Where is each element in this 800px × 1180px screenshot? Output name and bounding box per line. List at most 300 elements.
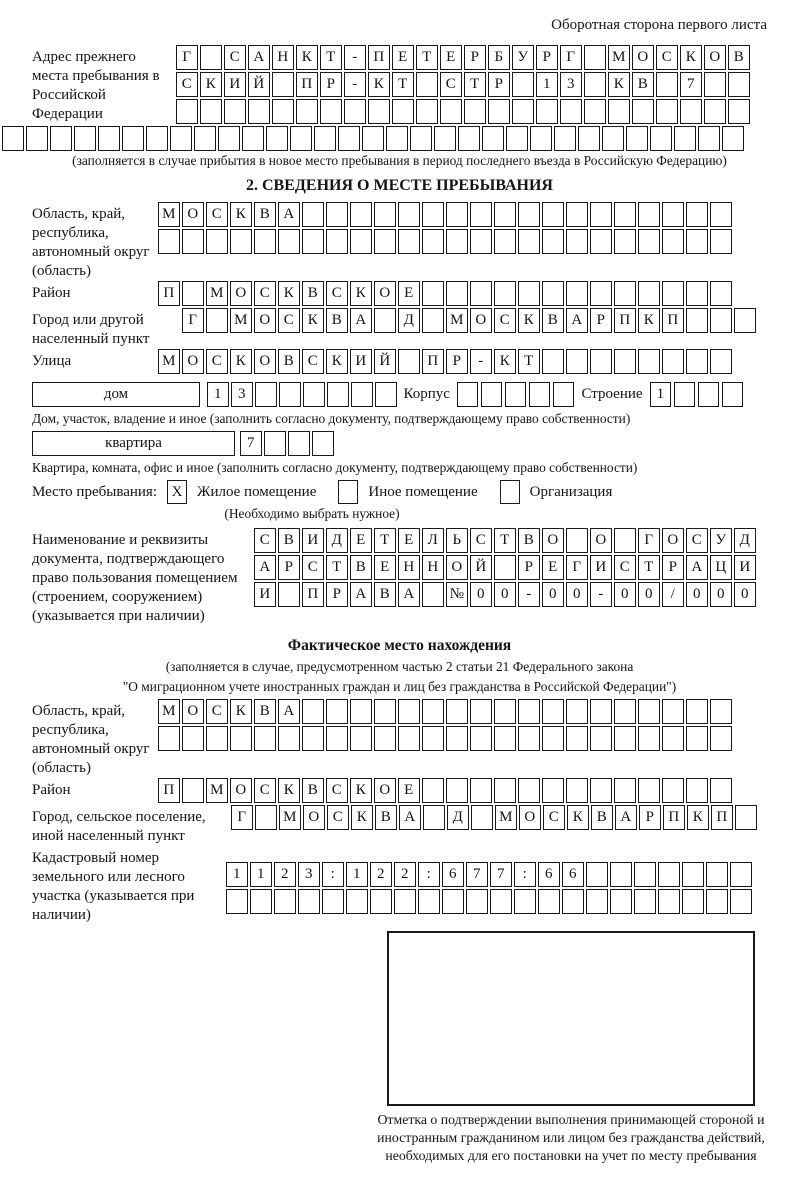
char-box[interactable] bbox=[494, 726, 516, 751]
char-box[interactable] bbox=[200, 45, 222, 70]
char-box[interactable] bbox=[710, 281, 732, 306]
char-box[interactable] bbox=[706, 862, 728, 887]
char-box[interactable]: У bbox=[710, 528, 732, 553]
char-box[interactable] bbox=[686, 726, 708, 751]
char-box[interactable]: М bbox=[279, 805, 301, 830]
char-box[interactable] bbox=[542, 699, 564, 724]
char-box[interactable]: Т bbox=[320, 45, 342, 70]
char-box[interactable] bbox=[466, 889, 488, 914]
char-box[interactable] bbox=[542, 229, 564, 254]
char-box[interactable] bbox=[590, 202, 612, 227]
char-box[interactable]: К bbox=[687, 805, 709, 830]
char-box[interactable]: 2 bbox=[274, 862, 296, 887]
char-box[interactable] bbox=[398, 726, 420, 751]
char-box[interactable] bbox=[590, 229, 612, 254]
char-box[interactable] bbox=[554, 126, 576, 151]
char-box[interactable]: Й bbox=[374, 349, 396, 374]
char-box[interactable] bbox=[374, 699, 396, 724]
char-box[interactable]: К bbox=[608, 72, 630, 97]
char-box[interactable] bbox=[278, 726, 300, 751]
char-box[interactable]: М bbox=[158, 202, 180, 227]
char-box[interactable]: С bbox=[206, 699, 228, 724]
char-box[interactable]: С bbox=[686, 528, 708, 553]
char-box[interactable]: Й bbox=[470, 555, 492, 580]
char-box[interactable]: Р bbox=[446, 349, 468, 374]
char-box[interactable] bbox=[288, 431, 310, 456]
char-box[interactable] bbox=[327, 382, 349, 407]
char-box[interactable]: 1 bbox=[207, 382, 229, 407]
char-box[interactable]: 7 bbox=[466, 862, 488, 887]
char-box[interactable] bbox=[182, 726, 204, 751]
char-box[interactable] bbox=[206, 726, 228, 751]
char-box[interactable] bbox=[562, 889, 584, 914]
char-box[interactable] bbox=[494, 699, 516, 724]
char-box[interactable] bbox=[590, 699, 612, 724]
char-box[interactable] bbox=[470, 281, 492, 306]
char-box[interactable] bbox=[662, 281, 684, 306]
char-box[interactable]: Р bbox=[518, 555, 540, 580]
char-box[interactable]: А bbox=[350, 582, 372, 607]
char-box[interactable]: С bbox=[302, 555, 324, 580]
char-box[interactable] bbox=[614, 281, 636, 306]
char-box[interactable] bbox=[530, 126, 552, 151]
char-box[interactable]: М bbox=[206, 281, 228, 306]
char-box[interactable] bbox=[662, 699, 684, 724]
char-box[interactable]: А bbox=[686, 555, 708, 580]
char-box[interactable]: К bbox=[230, 349, 252, 374]
char-box[interactable]: П bbox=[368, 45, 390, 70]
char-box[interactable]: 6 bbox=[562, 862, 584, 887]
char-box[interactable] bbox=[182, 778, 204, 803]
char-box[interactable] bbox=[698, 382, 720, 407]
char-box[interactable] bbox=[560, 99, 582, 124]
char-box[interactable]: 0 bbox=[710, 582, 732, 607]
char-box[interactable] bbox=[422, 308, 444, 333]
char-box[interactable] bbox=[422, 726, 444, 751]
char-box[interactable]: 0 bbox=[734, 582, 756, 607]
char-box[interactable] bbox=[584, 45, 606, 70]
char-box[interactable] bbox=[542, 281, 564, 306]
residential-checkbox[interactable]: X bbox=[167, 480, 187, 504]
char-box[interactable]: Е bbox=[398, 778, 420, 803]
char-box[interactable] bbox=[566, 281, 588, 306]
char-box[interactable]: : bbox=[418, 862, 440, 887]
char-box[interactable]: О bbox=[662, 528, 684, 553]
char-box[interactable]: К bbox=[567, 805, 589, 830]
char-box[interactable] bbox=[698, 126, 720, 151]
char-box[interactable] bbox=[422, 229, 444, 254]
char-box[interactable] bbox=[566, 229, 588, 254]
char-box[interactable] bbox=[296, 99, 318, 124]
char-box[interactable]: С bbox=[327, 805, 349, 830]
char-box[interactable]: А bbox=[248, 45, 270, 70]
char-box[interactable]: 3 bbox=[231, 382, 253, 407]
char-box[interactable] bbox=[686, 778, 708, 803]
char-box[interactable]: 1 bbox=[650, 382, 672, 407]
char-box[interactable]: 6 bbox=[538, 862, 560, 887]
char-box[interactable] bbox=[370, 889, 392, 914]
char-box[interactable] bbox=[506, 126, 528, 151]
char-box[interactable] bbox=[674, 382, 696, 407]
char-box[interactable]: - bbox=[470, 349, 492, 374]
char-box[interactable] bbox=[614, 528, 636, 553]
char-box[interactable]: О bbox=[374, 281, 396, 306]
char-box[interactable]: Р bbox=[662, 555, 684, 580]
char-box[interactable]: Р bbox=[488, 72, 510, 97]
char-box[interactable] bbox=[488, 99, 510, 124]
char-box[interactable] bbox=[374, 202, 396, 227]
char-box[interactable] bbox=[730, 889, 752, 914]
char-box[interactable]: С bbox=[254, 528, 276, 553]
char-box[interactable] bbox=[614, 726, 636, 751]
char-box[interactable]: Н bbox=[398, 555, 420, 580]
char-box[interactable] bbox=[494, 202, 516, 227]
char-box[interactable] bbox=[662, 778, 684, 803]
char-box[interactable] bbox=[722, 382, 744, 407]
char-box[interactable] bbox=[614, 202, 636, 227]
char-box[interactable] bbox=[638, 778, 660, 803]
char-box[interactable] bbox=[512, 72, 534, 97]
char-box[interactable]: М bbox=[446, 308, 468, 333]
char-box[interactable]: И bbox=[590, 555, 612, 580]
char-box[interactable] bbox=[542, 726, 564, 751]
char-box[interactable]: К bbox=[518, 308, 540, 333]
char-box[interactable]: Т bbox=[326, 555, 348, 580]
char-box[interactable] bbox=[290, 126, 312, 151]
char-box[interactable]: Т bbox=[494, 528, 516, 553]
char-box[interactable] bbox=[422, 778, 444, 803]
char-box[interactable] bbox=[398, 202, 420, 227]
char-box[interactable] bbox=[710, 349, 732, 374]
char-box[interactable] bbox=[272, 72, 294, 97]
char-box[interactable] bbox=[226, 889, 248, 914]
char-box[interactable]: А bbox=[278, 202, 300, 227]
char-box[interactable]: В bbox=[254, 202, 276, 227]
char-box[interactable]: С bbox=[494, 308, 516, 333]
char-box[interactable] bbox=[230, 229, 252, 254]
char-box[interactable] bbox=[614, 699, 636, 724]
char-box[interactable]: Т bbox=[518, 349, 540, 374]
char-box[interactable] bbox=[194, 126, 216, 151]
char-box[interactable]: Ь bbox=[446, 528, 468, 553]
char-box[interactable] bbox=[446, 726, 468, 751]
char-box[interactable]: В bbox=[278, 349, 300, 374]
char-box[interactable] bbox=[638, 699, 660, 724]
char-box[interactable] bbox=[710, 699, 732, 724]
char-box[interactable]: Е bbox=[398, 528, 420, 553]
char-box[interactable]: Р bbox=[536, 45, 558, 70]
char-box[interactable]: В bbox=[375, 805, 397, 830]
char-box[interactable]: Р bbox=[278, 555, 300, 580]
char-box[interactable]: В bbox=[518, 528, 540, 553]
char-box[interactable]: Г bbox=[566, 555, 588, 580]
char-box[interactable]: 1 bbox=[346, 862, 368, 887]
char-box[interactable] bbox=[638, 349, 660, 374]
char-box[interactable] bbox=[638, 202, 660, 227]
char-box[interactable] bbox=[303, 382, 325, 407]
char-box[interactable] bbox=[734, 308, 756, 333]
char-box[interactable]: Д bbox=[734, 528, 756, 553]
char-box[interactable]: 2 bbox=[394, 862, 416, 887]
char-box[interactable]: П bbox=[302, 582, 324, 607]
char-box[interactable]: - bbox=[590, 582, 612, 607]
char-box[interactable]: М bbox=[206, 778, 228, 803]
char-box[interactable]: О bbox=[542, 528, 564, 553]
char-box[interactable]: В bbox=[728, 45, 750, 70]
char-box[interactable] bbox=[590, 778, 612, 803]
char-box[interactable]: К bbox=[638, 308, 660, 333]
char-box[interactable] bbox=[482, 126, 504, 151]
char-box[interactable]: А bbox=[615, 805, 637, 830]
char-box[interactable] bbox=[362, 126, 384, 151]
char-box[interactable]: В bbox=[350, 555, 372, 580]
char-box[interactable]: - bbox=[344, 45, 366, 70]
char-box[interactable]: С bbox=[656, 45, 678, 70]
char-box[interactable] bbox=[374, 308, 396, 333]
char-box[interactable] bbox=[529, 382, 551, 407]
char-box[interactable]: П bbox=[296, 72, 318, 97]
char-box[interactable] bbox=[394, 889, 416, 914]
char-box[interactable]: К bbox=[351, 805, 373, 830]
char-box[interactable] bbox=[422, 202, 444, 227]
char-box[interactable]: Н bbox=[422, 555, 444, 580]
char-box[interactable] bbox=[440, 99, 462, 124]
char-box[interactable] bbox=[302, 699, 324, 724]
char-box[interactable] bbox=[242, 126, 264, 151]
char-box[interactable]: М bbox=[495, 805, 517, 830]
char-box[interactable] bbox=[457, 382, 479, 407]
char-box[interactable]: А bbox=[254, 555, 276, 580]
char-box[interactable]: Г bbox=[182, 308, 204, 333]
char-box[interactable] bbox=[538, 889, 560, 914]
char-box[interactable]: В bbox=[374, 582, 396, 607]
char-box[interactable]: С bbox=[326, 281, 348, 306]
char-box[interactable]: Г bbox=[176, 45, 198, 70]
char-box[interactable]: О bbox=[470, 308, 492, 333]
char-box[interactable] bbox=[614, 229, 636, 254]
char-box[interactable] bbox=[351, 382, 373, 407]
char-box[interactable]: М bbox=[158, 699, 180, 724]
char-box[interactable]: Д bbox=[447, 805, 469, 830]
char-box[interactable]: С bbox=[470, 528, 492, 553]
char-box[interactable] bbox=[728, 99, 750, 124]
char-box[interactable]: М bbox=[608, 45, 630, 70]
char-box[interactable]: Р bbox=[326, 582, 348, 607]
char-box[interactable]: Р bbox=[320, 72, 342, 97]
char-box[interactable] bbox=[322, 889, 344, 914]
char-box[interactable] bbox=[398, 349, 420, 374]
char-box[interactable] bbox=[632, 99, 654, 124]
char-box[interactable]: О bbox=[182, 699, 204, 724]
char-box[interactable] bbox=[638, 229, 660, 254]
char-box[interactable] bbox=[494, 281, 516, 306]
char-box[interactable] bbox=[566, 699, 588, 724]
char-box[interactable] bbox=[686, 308, 708, 333]
char-box[interactable] bbox=[346, 889, 368, 914]
char-box[interactable]: М bbox=[230, 308, 252, 333]
char-box[interactable]: В bbox=[302, 778, 324, 803]
char-box[interactable] bbox=[656, 99, 678, 124]
char-box[interactable]: Е bbox=[542, 555, 564, 580]
char-box[interactable] bbox=[200, 99, 222, 124]
char-box[interactable] bbox=[398, 699, 420, 724]
char-box[interactable]: О bbox=[374, 778, 396, 803]
char-box[interactable] bbox=[735, 805, 757, 830]
char-box[interactable] bbox=[710, 202, 732, 227]
char-box[interactable]: В bbox=[302, 281, 324, 306]
char-box[interactable]: С bbox=[440, 72, 462, 97]
char-box[interactable] bbox=[182, 281, 204, 306]
char-box[interactable]: : bbox=[322, 862, 344, 887]
char-box[interactable]: В bbox=[326, 308, 348, 333]
char-box[interactable] bbox=[680, 99, 702, 124]
char-box[interactable]: С bbox=[614, 555, 636, 580]
char-box[interactable]: А bbox=[278, 699, 300, 724]
char-box[interactable] bbox=[686, 349, 708, 374]
char-box[interactable]: 0 bbox=[686, 582, 708, 607]
char-box[interactable] bbox=[710, 778, 732, 803]
char-box[interactable]: К bbox=[230, 699, 252, 724]
char-box[interactable]: О bbox=[303, 805, 325, 830]
char-box[interactable]: С bbox=[326, 778, 348, 803]
char-box[interactable] bbox=[704, 99, 726, 124]
char-box[interactable]: О bbox=[519, 805, 541, 830]
char-box[interactable] bbox=[26, 126, 48, 151]
char-box[interactable] bbox=[610, 862, 632, 887]
char-box[interactable] bbox=[634, 889, 656, 914]
char-box[interactable]: 3 bbox=[560, 72, 582, 97]
char-box[interactable]: В bbox=[591, 805, 613, 830]
char-box[interactable]: О bbox=[254, 349, 276, 374]
char-box[interactable]: К bbox=[350, 778, 372, 803]
char-box[interactable]: 1 bbox=[250, 862, 272, 887]
char-box[interactable] bbox=[656, 72, 678, 97]
char-box[interactable] bbox=[338, 126, 360, 151]
char-box[interactable] bbox=[490, 889, 512, 914]
char-box[interactable]: В bbox=[278, 528, 300, 553]
char-box[interactable] bbox=[422, 699, 444, 724]
char-box[interactable] bbox=[494, 555, 516, 580]
char-box[interactable] bbox=[584, 99, 606, 124]
char-box[interactable] bbox=[350, 699, 372, 724]
char-box[interactable] bbox=[302, 202, 324, 227]
char-box[interactable] bbox=[344, 99, 366, 124]
char-box[interactable] bbox=[386, 126, 408, 151]
char-box[interactable]: Р bbox=[464, 45, 486, 70]
char-box[interactable] bbox=[464, 99, 486, 124]
char-box[interactable]: У bbox=[512, 45, 534, 70]
char-box[interactable] bbox=[658, 862, 680, 887]
char-box[interactable] bbox=[578, 126, 600, 151]
char-box[interactable] bbox=[98, 126, 120, 151]
char-box[interactable]: А bbox=[398, 582, 420, 607]
char-box[interactable]: Е bbox=[350, 528, 372, 553]
char-box[interactable] bbox=[255, 382, 277, 407]
char-box[interactable]: Й bbox=[248, 72, 270, 97]
char-box[interactable]: П bbox=[158, 281, 180, 306]
char-box[interactable]: А bbox=[566, 308, 588, 333]
char-box[interactable] bbox=[434, 126, 456, 151]
char-box[interactable] bbox=[418, 889, 440, 914]
char-box[interactable]: М bbox=[158, 349, 180, 374]
char-box[interactable] bbox=[650, 126, 672, 151]
char-box[interactable]: - bbox=[344, 72, 366, 97]
char-box[interactable]: Б bbox=[488, 45, 510, 70]
char-box[interactable] bbox=[730, 862, 752, 887]
char-box[interactable]: 6 bbox=[442, 862, 464, 887]
char-box[interactable] bbox=[586, 889, 608, 914]
char-box[interactable] bbox=[638, 726, 660, 751]
char-box[interactable]: 7 bbox=[680, 72, 702, 97]
char-box[interactable] bbox=[50, 126, 72, 151]
char-box[interactable] bbox=[326, 699, 348, 724]
char-box[interactable]: С bbox=[543, 805, 565, 830]
char-box[interactable] bbox=[566, 202, 588, 227]
char-box[interactable] bbox=[206, 229, 228, 254]
char-box[interactable]: Т bbox=[464, 72, 486, 97]
char-box[interactable] bbox=[686, 699, 708, 724]
char-box[interactable] bbox=[514, 889, 536, 914]
char-box[interactable]: А bbox=[350, 308, 372, 333]
char-box[interactable] bbox=[458, 126, 480, 151]
char-box[interactable]: К bbox=[302, 308, 324, 333]
char-box[interactable] bbox=[722, 126, 744, 151]
char-box[interactable] bbox=[302, 229, 324, 254]
char-box[interactable] bbox=[254, 229, 276, 254]
char-box[interactable]: Е bbox=[374, 555, 396, 580]
char-box[interactable]: 0 bbox=[638, 582, 660, 607]
char-box[interactable] bbox=[446, 778, 468, 803]
char-box[interactable]: О bbox=[704, 45, 726, 70]
char-box[interactable]: № bbox=[446, 582, 468, 607]
organization-checkbox[interactable] bbox=[500, 480, 520, 504]
char-box[interactable] bbox=[446, 229, 468, 254]
char-box[interactable] bbox=[686, 281, 708, 306]
char-box[interactable] bbox=[608, 99, 630, 124]
char-box[interactable]: Д bbox=[398, 308, 420, 333]
char-box[interactable] bbox=[566, 726, 588, 751]
char-box[interactable] bbox=[158, 229, 180, 254]
char-box[interactable]: Д bbox=[326, 528, 348, 553]
char-box[interactable]: В bbox=[254, 699, 276, 724]
char-box[interactable] bbox=[494, 229, 516, 254]
char-box[interactable]: 2 bbox=[370, 862, 392, 887]
char-box[interactable]: Н bbox=[272, 45, 294, 70]
char-box[interactable] bbox=[278, 582, 300, 607]
char-box[interactable] bbox=[446, 202, 468, 227]
char-box[interactable] bbox=[518, 778, 540, 803]
char-box[interactable]: П bbox=[662, 308, 684, 333]
char-box[interactable] bbox=[122, 126, 144, 151]
char-box[interactable] bbox=[614, 778, 636, 803]
char-box[interactable]: К bbox=[368, 72, 390, 97]
char-box[interactable]: В bbox=[632, 72, 654, 97]
char-box[interactable] bbox=[706, 889, 728, 914]
char-box[interactable] bbox=[553, 382, 575, 407]
char-box[interactable] bbox=[686, 202, 708, 227]
char-box[interactable] bbox=[686, 229, 708, 254]
char-box[interactable] bbox=[602, 126, 624, 151]
char-box[interactable]: П bbox=[158, 778, 180, 803]
char-box[interactable] bbox=[374, 229, 396, 254]
char-box[interactable] bbox=[326, 202, 348, 227]
char-box[interactable]: 0 bbox=[542, 582, 564, 607]
char-box[interactable] bbox=[494, 778, 516, 803]
char-box[interactable]: П bbox=[663, 805, 685, 830]
char-box[interactable]: И bbox=[350, 349, 372, 374]
char-box[interactable] bbox=[254, 726, 276, 751]
char-box[interactable] bbox=[392, 99, 414, 124]
